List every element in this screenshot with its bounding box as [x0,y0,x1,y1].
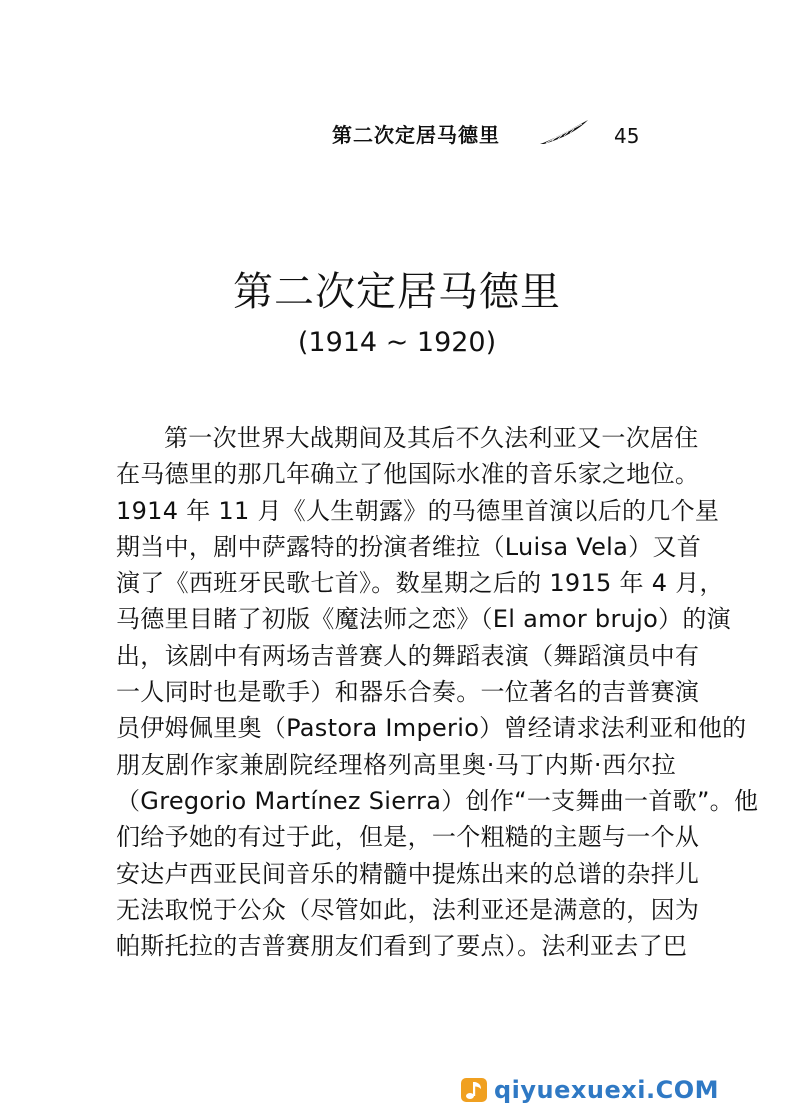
watermark [460,1074,780,1106]
music-note-logo-icon [460,1077,488,1103]
body-line: 员伊姆佩里奥（Pastora Imperio）曾经请求法利亚和他的 [116,714,747,743]
body-line: 们给予她的有过于此，但是，一个粗糙的主题与一个从 [116,823,700,852]
body-line: 第一次世界大战期间及其后不久法利亚又一次居住 [164,424,699,452]
page-number: 45 [614,124,640,148]
chapter-title: 第二次定居马德里 [233,269,561,315]
body-line: 一人同时也是歌手）和器乐合奏。一位著名的吉普赛演 [116,678,700,707]
quill-ornament-icon [538,118,590,146]
body-line: 马德里目睹了初版《魔法师之恋》（El amor brujo）的演 [116,605,731,634]
body-line: 出，该剧中有两场吉普赛人的舞蹈表演（舞蹈演员中有 [116,641,700,670]
body-line: 安达卢西亚民间音乐的精髓中提炼出来的总谱的杂拌儿 [116,859,700,888]
body-line: 期当中，剧中萨露特的扮演者维拉（Luisa Vela）又首 [116,532,702,561]
body-line: （Gregorio Martínez Sierra）创作“一支舞曲一首歌”。他 [116,786,759,815]
body-line: 朋友剧作家兼剧院经理格列高里奥·马丁内斯·西尔拉 [116,750,676,779]
body-line: 无法取悦于公众（尽管如此，法利亚还是满意的，因为 [116,895,700,924]
body-line: 演了《西班牙民歌七首》。数星期之后的 1915 年 4 月， [116,569,724,598]
body-line: 1914 年 11 月《人生朝露》的马德里首演以后的几个星 [116,496,720,525]
body-paragraph [116,420,759,964]
running-header: 第二次定居马德里 [332,123,500,147]
watermark-text: qiyuexuexi.COM [494,1076,719,1104]
body-line: 在马德里的那几年确立了他国际水准的音乐家之地位。 [116,460,700,489]
body-line: 帕斯托拉的吉普赛朋友们看到了要点）。法利亚去了巴 [116,932,688,961]
chapter-years: (1914 ~ 1920) [297,327,497,358]
